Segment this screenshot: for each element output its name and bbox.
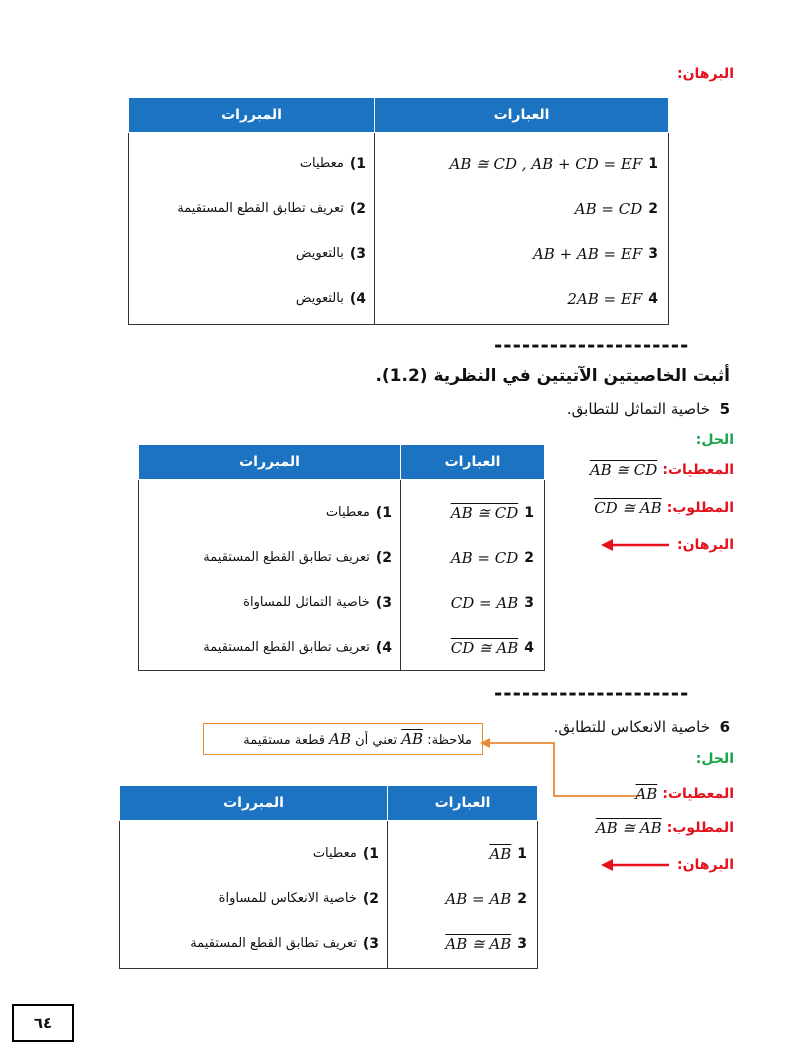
col-statements-header: العبارات (388, 786, 538, 821)
statement-row: 1 AB ≅ CD , AB + CD = EF (449, 154, 658, 173)
note-box: ملاحظة: AB تعني أن AB قطعة مستقيمة (203, 723, 483, 755)
separator-line: --------------------- (494, 681, 690, 705)
reason-row: 3) بالتعويض (295, 245, 366, 262)
given-6: المعطيات: $\overline{AB}$ (635, 784, 734, 803)
reasons-cell (120, 821, 388, 969)
proof-label-6: البرهان: (601, 857, 734, 873)
statements-cell (375, 133, 669, 325)
problem-5-title: 5 خاصية التماثل للتطابق. (566, 400, 730, 418)
proof-label-5: البرهان: (601, 537, 734, 553)
proof-table-2 (138, 444, 545, 671)
reason-row: 4) بالتعويض (295, 290, 366, 307)
solution-label-6: الحل: (695, 751, 734, 767)
reason-row: 1) معطيات (299, 155, 366, 172)
statement-row: 3 AB ≅ AB (445, 934, 527, 953)
reason-row: 3) خاصية التماثل للمساواة (243, 594, 392, 611)
statement-row: 1 $\overline{AB}$ (489, 844, 527, 863)
reason-row: 1) معطيات (325, 504, 392, 521)
statement-row: 3 CD = AB (450, 593, 534, 612)
reason-row: 1) معطيات (312, 845, 379, 862)
required-6: المطلوب: AB ≅ AB (595, 818, 734, 837)
reason-row: 2) تعريف تطابق القطع المستقيمة (203, 549, 392, 566)
reason-row: 2) تعريف تطابق القطع المستقيمة (177, 200, 366, 217)
left-arrow-icon (601, 858, 671, 872)
statement-row: 4 CD ≅ AB (450, 638, 534, 657)
proof-table-1 (128, 97, 669, 325)
reasons-cell (139, 480, 401, 671)
separator-line: --------------------- (494, 333, 690, 357)
solution-label-5: الحل: (695, 432, 734, 448)
reason-row: 3) تعريف تطابق القطع المستقيمة (190, 935, 379, 952)
left-arrow-icon (601, 538, 671, 552)
reason-row: 4) تعريف تطابق القطع المستقيمة (203, 639, 392, 656)
statement-row: 2 AB = CD (574, 199, 658, 218)
col-statements-header: العبارات (375, 98, 669, 133)
statements-cell (388, 821, 538, 969)
statement-row: 1 AB ≅ CD (450, 503, 534, 522)
statements-cell (401, 480, 545, 671)
problem-6-title: 6 خاصية الانعكاس للتطابق. (553, 718, 730, 736)
statement-row: 2 AB = AB (445, 889, 527, 908)
reason-row: 2) خاصية الانعكاس للمساواة (218, 890, 379, 907)
reasons-cell (129, 133, 375, 325)
given-5: المعطيات: AB ≅ CD (589, 460, 734, 479)
col-reasons-header: المبررات (129, 98, 375, 133)
page-number: ٦٤ (12, 1004, 74, 1042)
col-reasons-header: المبررات (139, 445, 401, 480)
statement-row: 3 AB + AB = EF (532, 244, 658, 263)
statement-row: 4 2AB = EF (567, 289, 658, 308)
statement-row: 2 AB = CD (450, 548, 534, 567)
proof-table-3 (119, 785, 538, 969)
required-5: المطلوب: CD ≅ AB (594, 498, 734, 517)
col-statements-header: العبارات (401, 445, 545, 480)
col-reasons-header: المبررات (120, 786, 388, 821)
section-heading: أثبت الخاصيتين الآتيتين في النظرية (1.2). (375, 366, 730, 386)
proof-label-1: البرهان: (677, 66, 734, 82)
